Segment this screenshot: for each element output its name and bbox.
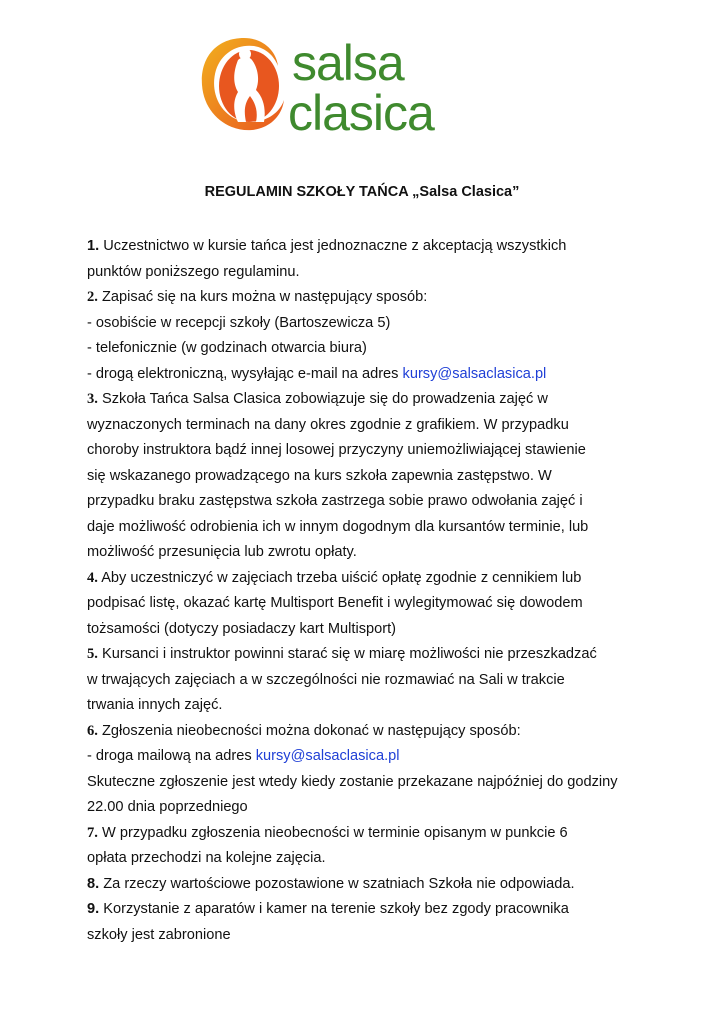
regulation-line: [87, 642, 647, 668]
regulation-point-5: [87, 642, 647, 719]
regulation-line: [87, 260, 647, 286]
regulation-point-1: [87, 234, 647, 285]
line-text: Za rzeczy wartościowe pozostawione w szatniach Szkoła nie odpowiada.: [103, 875, 575, 892]
point-number: 8.: [87, 875, 100, 892]
regulation-point-2: [87, 285, 647, 387]
line-text: wyznaczonych terminach na dany okres zgodnie z grafikiem. W przypadku: [87, 416, 569, 433]
point-number: 5.: [87, 646, 98, 662]
line-text: - osobiście w recepcji szkoły (Bartoszewicza 5): [87, 314, 391, 331]
regulation-line: [87, 413, 647, 439]
regulation-line: [87, 285, 647, 311]
point-number: 1.: [87, 238, 100, 254]
regulation-line: [87, 311, 647, 337]
line-text: możliwość przesunięcia lub zwrotu opłaty.: [87, 544, 357, 560]
line-text: Skuteczne zgłoszenie jest wtedy kiedy zostanie przekazane najpóźniej do godziny: [87, 773, 618, 790]
line-text: - droga mailową na adres: [87, 748, 256, 764]
regulation-line: [87, 540, 647, 566]
line-text: Uczestnictwo w kursie tańca jest jednoznaczne z akceptacją wszystkich: [103, 238, 567, 254]
line-text: przypadku braku zastępstwa szkoła zastrzega sobie prawo odwołania zajęć i: [87, 493, 583, 509]
point-number: 9.: [87, 901, 100, 917]
line-text: Aby uczestniczyć w zajęciach trzeba uiścić opłatę zgodnie z cennikiem lub: [101, 569, 582, 586]
regulation-line: [87, 846, 647, 872]
regulation-line: [87, 897, 647, 923]
point-number: 6.: [87, 722, 98, 739]
regulation-point-4: [87, 566, 647, 643]
line-text: tożsamości (dotyczy posiadaczy kart Multisport): [87, 620, 396, 637]
line-text: punktów poniższego regulaminu.: [87, 263, 300, 280]
point-number: 7.: [87, 824, 98, 841]
regulation-line: [87, 362, 647, 388]
line-text: Korzystanie z aparatów i kamer na terenie szkoły bez zgody pracownika: [103, 901, 569, 917]
regulation-line: [87, 438, 647, 464]
line-text: daje możliwość odrobienia ich w innym dogodnym dla kursantów terminie, lub: [87, 518, 589, 535]
regulation-line: [87, 464, 647, 490]
regulation-line: [87, 617, 647, 643]
regulation-point-6: [87, 719, 647, 821]
regulation-line: [87, 923, 647, 949]
point-number: 3.: [87, 391, 98, 407]
regulation-line: [87, 770, 647, 796]
email-link[interactable]: kursy@salsaclasica.pl: [402, 365, 547, 382]
regulation-line: [87, 872, 647, 898]
regulations-body: [87, 234, 647, 948]
regulation-line: [87, 234, 647, 260]
regulation-line: [87, 821, 647, 847]
email-link[interactable]: kursy@salsaclasica.pl: [255, 748, 400, 764]
regulation-line: [87, 795, 647, 821]
regulation-line: [87, 744, 647, 770]
regulation-point-3: [87, 387, 647, 566]
regulation-line: [87, 336, 647, 362]
regulation-line: [87, 719, 647, 745]
regulation-line: [87, 693, 647, 719]
line-text: podpisać listę, okazać kartę Multisport Benefit i wylegitymować się dowodem: [87, 595, 583, 611]
line-text: W przypadku zgłoszenia nieobecności w terminie opisanym w punkcie 6: [102, 824, 568, 841]
regulation-line: [87, 566, 647, 592]
line-text: - drogą elektroniczną, wysyłając e-mail na adres: [87, 365, 403, 382]
line-text: Szkoła Tańca Salsa Clasica zobowiązuje się do prowadzenia zajęć w: [102, 391, 548, 407]
line-text: opłata przechodzi na kolejne zajęcia.: [87, 850, 326, 866]
document-title: REGULAMIN SZKOŁY TAŃCA „Salsa Clasica”: [204, 184, 520, 200]
line-text: Kursanci i instruktor powinni starać się w miarę możliwości nie przeszkadzać: [102, 646, 597, 662]
regulation-point-9: [87, 897, 647, 948]
line-text: trwania innych zajęć.: [87, 697, 223, 713]
point-number: 2.: [87, 289, 98, 305]
logo-text-clasica: clasica: [288, 85, 434, 140]
regulation-point-8: [87, 872, 647, 898]
line-text: się wskazanego prowadzącego na kurs szkoła zapewnia zastępstwo. W: [87, 467, 552, 484]
regulation-point-7: [87, 821, 647, 872]
logo-text-salsa: salsa: [292, 35, 404, 91]
point-number: 4.: [87, 569, 98, 586]
line-text: Zapisać się na kurs można w następujący sposób:: [102, 289, 428, 305]
line-text: 22.00 dnia poprzedniego: [87, 799, 248, 815]
line-text: Zgłoszenia nieobecności można dokonać w następujący sposób:: [102, 722, 521, 739]
regulation-line: [87, 591, 647, 617]
regulation-line: [87, 489, 647, 515]
line-text: w trwających zajęciach a w szczególności nie rozmawiać na Sali w trakcie: [87, 671, 565, 688]
logo-dancer-head: [239, 48, 251, 60]
line-text: choroby instruktora bądź innej losowej przyczyny uniemożliwiającej stawienie: [87, 442, 586, 458]
logo-graphic: [194, 30, 464, 140]
salsa-clasica-logo: [194, 30, 464, 140]
line-text: - telefonicznie (w godzinach otwarcia biura): [87, 340, 367, 356]
regulation-line: [87, 515, 647, 541]
regulation-line: [87, 668, 647, 694]
line-text: szkoły jest zabronione: [87, 926, 231, 943]
regulation-line: [87, 387, 647, 413]
